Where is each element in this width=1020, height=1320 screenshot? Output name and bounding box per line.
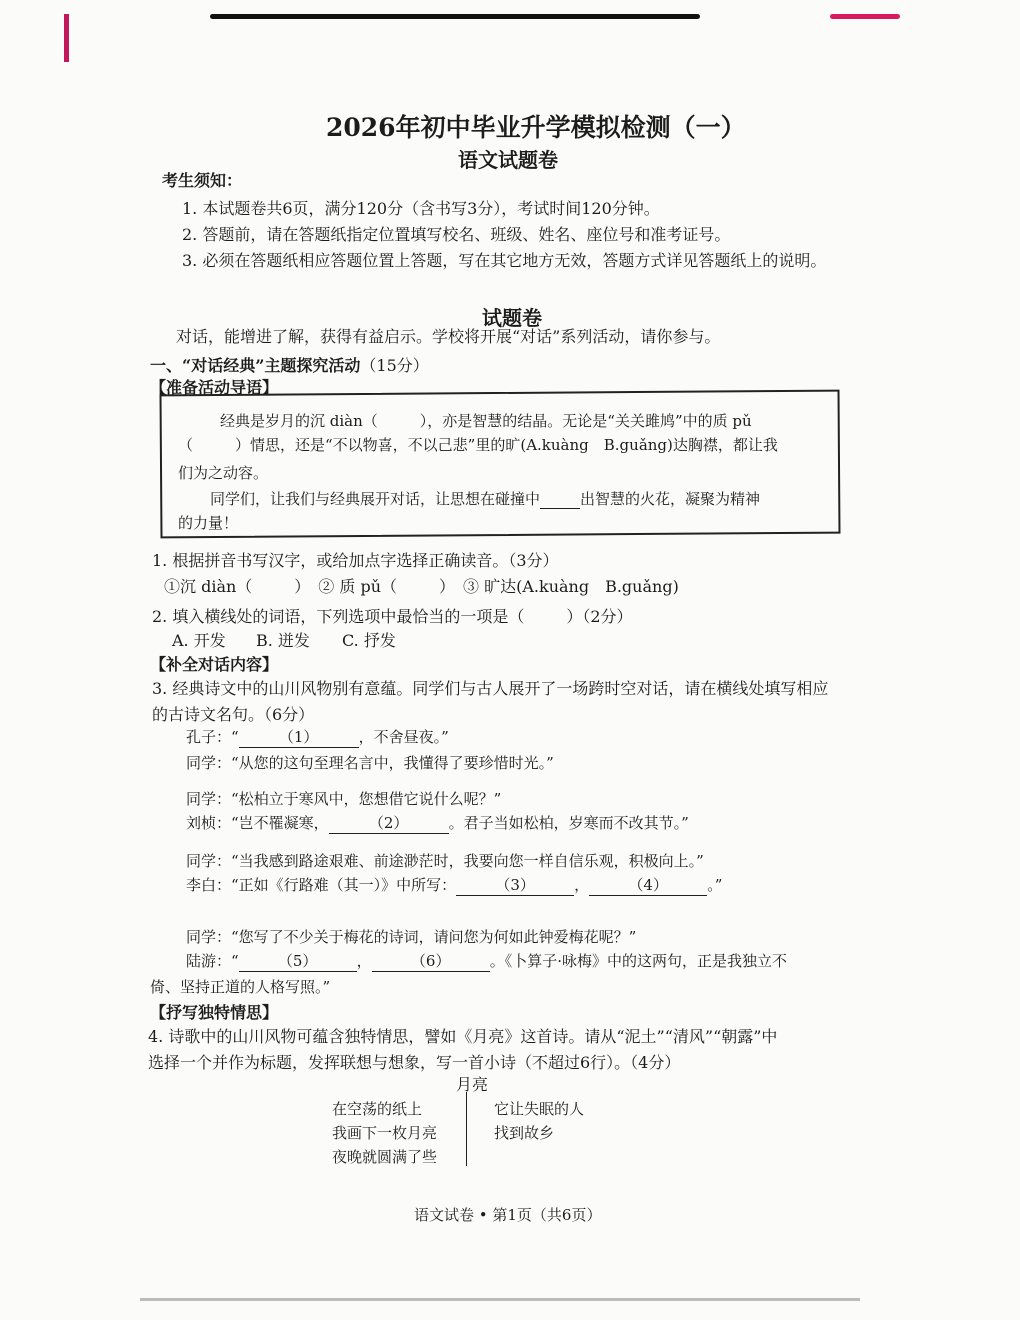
- scan-edge-bottom: [140, 1298, 860, 1301]
- part-one-score: （15分）: [360, 356, 429, 375]
- guide-line: [178, 434, 778, 455]
- dialogue-line: 同学：“当我感到路途艰难、前途渺茫时，我要向您一样自信乐观，积极向上。”: [186, 852, 704, 870]
- question-4-stem: 4. 诗歌中的山川风物可蕴含独特情思，譬如《月亮》这首诗。请从“泥土”“清风”“朝露”中: [148, 1027, 778, 1046]
- dialogue-line: [186, 874, 722, 896]
- speaker: 陆游：“: [186, 952, 239, 970]
- intro-text: 对话，能增进了解，获得有益启示。学校将开展“对话”系列活动，请你参与。: [176, 327, 721, 346]
- question-1-stem: 1. 根据拼音书写汉字，或给加点字选择正确读音。（3分）: [152, 551, 559, 570]
- guide-text: 同学们，让我们与经典展开对话，让思想在碰撞中: [210, 490, 541, 508]
- guide-text: ）情思，还是“不以物喜，不以己悲”里的旷(A.kuàng B.guǎng)达胸襟，都让我: [235, 436, 778, 454]
- answer-blank-2[interactable]: （2）: [329, 812, 449, 834]
- section-title: 试题卷: [482, 306, 542, 330]
- complete-heading: 【补全对话内容】: [150, 655, 279, 674]
- notice-item: 3. 必须在答题纸相应答题位置上答题，写在其它地方无效，答题方式详见答题纸上的说明。: [182, 251, 827, 270]
- q1-item: ） ③ 旷达(A.kuàng B.guǎng): [439, 577, 679, 596]
- speaker: 李白：“正如《行路难（其一）》中所写：: [186, 876, 457, 894]
- q1-item: ） ② 质 pǔ（: [294, 577, 398, 596]
- notice-item: 1. 本试题卷共6页，满分120分（含书写3分），考试时间120分钟。: [182, 199, 660, 218]
- question-2-stem: [152, 604, 633, 627]
- express-heading: 【抒写独特情思】: [150, 1003, 279, 1022]
- question-3-stem: 的古诗文名句。（6分）: [152, 705, 315, 724]
- q2-text: 2. 填入横线处的词语，下列选项中最恰当的一项是（: [152, 607, 525, 626]
- scan-edge-top-right: [830, 14, 900, 19]
- speaker: 孔子：“: [186, 728, 239, 746]
- guide-text: 经典是岁月的沉 diàn（: [220, 412, 378, 430]
- notice-heading: 考生须知：: [162, 171, 243, 190]
- answer-blank-6[interactable]: （6）: [372, 950, 490, 972]
- guide-heading: 【准备活动导语】: [150, 378, 279, 397]
- dialogue-text: ，不舍昼夜。”: [358, 728, 449, 746]
- poem-line: 在空荡的纸上: [332, 1100, 423, 1118]
- poem-line: 夜晚就圆满了些: [332, 1148, 438, 1166]
- dialogue-line: 同学：“松柏立于寒风中，您想借它说什么呢？”: [186, 790, 502, 808]
- dialogue-text: 。《卜算子·咏梅》中的这两句，正是我独立不: [489, 952, 787, 970]
- dialogue-line: [186, 812, 689, 834]
- part-one-heading: [150, 353, 429, 376]
- q2-text: ）（2分）: [566, 607, 633, 626]
- option-a[interactable]: A. 开发: [172, 631, 226, 650]
- guide-text: 出智慧的火花，凝聚为精神: [580, 490, 761, 508]
- guide-line: 的力量！: [178, 514, 239, 532]
- dialogue-text: 。”: [707, 876, 723, 894]
- answer-blank-4[interactable]: （4）: [589, 874, 707, 896]
- question-3-stem: 3. 经典诗文中的山川风物别有意蕴。同学们与古人展开了一场跨时空对话，请在横线处填写相应: [152, 679, 829, 698]
- answer-blank-1[interactable]: （1）: [239, 726, 359, 748]
- option-c[interactable]: C. 抒发: [342, 631, 396, 650]
- q1-item: ①沉 diàn（: [164, 577, 253, 596]
- poem-title: 月亮: [456, 1075, 489, 1094]
- dialogue-text: 。君子当如松柏，岁寒而不改其节。”: [448, 814, 689, 832]
- scan-edge-left: [64, 14, 69, 62]
- answer-blank[interactable]: [540, 490, 580, 509]
- exam-subtitle: 语文试题卷: [458, 148, 558, 172]
- dialogue-line: 同学：“您写了不少关于梅花的诗词，请问您为何如此钟爱梅花呢？”: [186, 928, 637, 946]
- guide-text: ），亦是智慧的结晶。无论是“关关雎鸠”中的质 pǔ: [419, 412, 752, 430]
- dialogue-line: [186, 726, 449, 748]
- poem-line: 它让失眠的人: [494, 1100, 585, 1118]
- dialogue-line: 同学：“从您的这句至理名言中，我懂得了要珍惜时光。”: [186, 754, 554, 772]
- dialogue-line: [186, 950, 787, 972]
- poem-line: 找到故乡: [494, 1124, 555, 1142]
- poem-divider: [466, 1092, 467, 1166]
- question-1-items: [164, 574, 679, 597]
- guide-line: [220, 410, 752, 431]
- dialogue-line: 倚、坚持正道的人格写照。”: [150, 978, 331, 996]
- page-footer: 语文试卷 • 第1页（共6页）: [414, 1206, 602, 1224]
- guide-text: （: [178, 436, 194, 454]
- poem-line: 我画下一枚月亮: [332, 1124, 438, 1142]
- answer-blank-3[interactable]: （3）: [456, 874, 574, 896]
- guide-line: [210, 488, 760, 509]
- exam-title: 2026年初中毕业升学模拟检测（一）: [326, 113, 746, 142]
- part-one-title: 一、“对话经典”主题探究活动: [150, 356, 361, 375]
- option-b[interactable]: B. 迸发: [256, 631, 310, 650]
- speaker: 刘桢：“岂不罹凝寒，: [186, 814, 329, 832]
- notice-item: 2. 答题前，请在答题纸指定位置填写校名、班级、姓名、座位号和准考证号。: [182, 225, 731, 244]
- question-4-stem: 选择一个并作为标题，发挥联想与想象，写一首小诗（不超过6行）。（4分）: [148, 1053, 681, 1072]
- scan-edge-top: [210, 14, 700, 19]
- guide-line: 们为之动容。: [178, 464, 269, 482]
- dialogue-text: ，: [356, 952, 372, 970]
- answer-blank-5[interactable]: （5）: [239, 950, 357, 972]
- dialogue-text: ，: [574, 876, 590, 894]
